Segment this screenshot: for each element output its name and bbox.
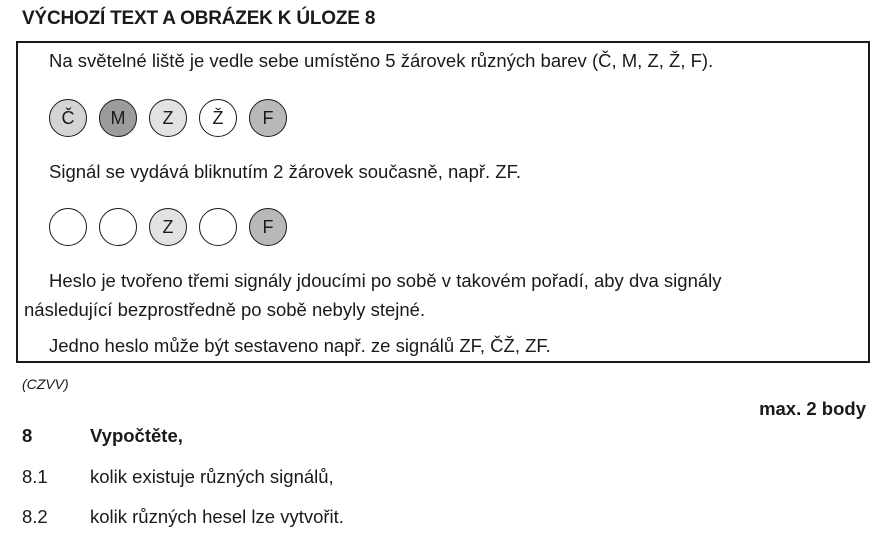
example-text: Jedno heslo může být sestaveno např. ze signálů ZF, ČŽ, ZF. [49, 335, 551, 356]
task-title: Vypočtěte, [90, 425, 183, 446]
password-rule-line2: následující bezprostředně po sobě nebyly stejné. [24, 299, 426, 320]
bulb: Z [149, 99, 187, 137]
subtask-number: 8.1 [22, 466, 48, 487]
bulb [49, 208, 87, 246]
bulb [99, 208, 137, 246]
bulb: M [99, 99, 137, 137]
bulb: F [249, 208, 287, 246]
bulb [199, 208, 237, 246]
section-heading: VÝCHOZÍ TEXT A OBRÁZEK K ÚLOZE 8 [22, 8, 376, 29]
bulb: F [249, 99, 287, 137]
task-number: 8 [22, 425, 33, 446]
task-heading [22, 425, 183, 447]
bulb: Č [49, 99, 87, 137]
source-note: (CZVV) [22, 376, 69, 392]
subtask-text: kolik existuje různých signálů, [90, 466, 334, 487]
subtask-item [22, 506, 344, 528]
subtask-item [22, 466, 334, 488]
bulb-row-all [49, 99, 287, 139]
subtask-text: kolik různých hesel lze vytvořit. [90, 506, 344, 527]
password-rule-line1: Heslo je tvořeno třemi signály jdoucími po sobě v takovém pořadí, aby dva signály [49, 270, 722, 291]
subtask-number: 8.2 [22, 506, 48, 527]
bulb: Z [149, 208, 187, 246]
intro-text: Na světelné liště je vedle sebe umístěno 5 žárovek různých barev (Č, M, Z, Ž, F). [49, 50, 714, 71]
bulb-row-signal [49, 208, 287, 248]
max-points: max. 2 body [759, 398, 866, 419]
signal-text: Signál se vydává bliknutím 2 žárovek současně, např. ZF. [49, 161, 521, 182]
bulb: Ž [199, 99, 237, 137]
